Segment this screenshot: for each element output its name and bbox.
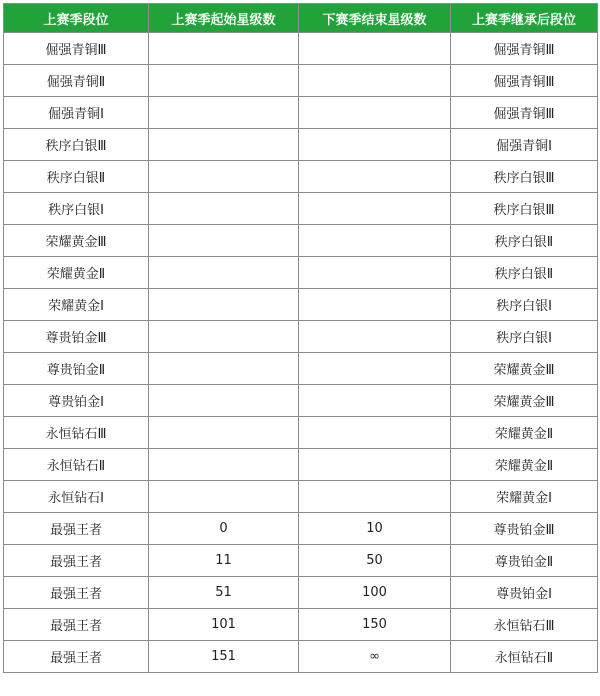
cell-inherited-rank: 秩序白银Ⅰ bbox=[451, 321, 598, 353]
cell-end-stars bbox=[299, 97, 451, 129]
table-row bbox=[4, 193, 598, 225]
cell-end-stars bbox=[299, 161, 451, 193]
cell-end-stars bbox=[299, 129, 451, 161]
cell-inherited-rank: 荣耀黄金Ⅰ bbox=[451, 481, 598, 513]
table-row bbox=[4, 225, 598, 257]
table-row bbox=[4, 385, 598, 417]
cell-last-season-rank: 荣耀黄金Ⅰ bbox=[4, 289, 149, 321]
cell-last-season-rank: 荣耀黄金Ⅱ bbox=[4, 257, 149, 289]
table-row bbox=[4, 577, 598, 609]
cell-end-stars bbox=[299, 33, 451, 65]
cell-last-season-rank: 倔强青铜Ⅲ bbox=[4, 33, 149, 65]
cell-start-stars: 11 bbox=[149, 545, 299, 577]
cell-end-stars bbox=[299, 481, 451, 513]
table-row bbox=[4, 97, 598, 129]
cell-start-stars bbox=[149, 385, 299, 417]
cell-start-stars bbox=[149, 257, 299, 289]
cell-inherited-rank: 秩序白银Ⅲ bbox=[451, 193, 598, 225]
cell-inherited-rank: 永恒钻石Ⅲ bbox=[451, 609, 598, 641]
cell-end-stars bbox=[299, 225, 451, 257]
header-row bbox=[4, 4, 598, 33]
cell-end-stars: 50 bbox=[299, 545, 451, 577]
cell-start-stars: 101 bbox=[149, 609, 299, 641]
cell-last-season-rank: 秩序白银Ⅱ bbox=[4, 161, 149, 193]
cell-last-season-rank: 最强王者 bbox=[4, 609, 149, 641]
cell-end-stars: 10 bbox=[299, 513, 451, 545]
cell-last-season-rank: 荣耀黄金Ⅲ bbox=[4, 225, 149, 257]
table-row bbox=[4, 609, 598, 641]
cell-last-season-rank: 最强王者 bbox=[4, 545, 149, 577]
cell-last-season-rank: 最强王者 bbox=[4, 513, 149, 545]
table-row bbox=[4, 65, 598, 97]
cell-last-season-rank: 最强王者 bbox=[4, 641, 149, 673]
cell-start-stars bbox=[149, 481, 299, 513]
cell-start-stars bbox=[149, 129, 299, 161]
cell-last-season-rank: 倔强青铜Ⅱ bbox=[4, 65, 149, 97]
cell-start-stars bbox=[149, 65, 299, 97]
cell-inherited-rank: 荣耀黄金Ⅱ bbox=[451, 417, 598, 449]
cell-inherited-rank: 倔强青铜Ⅲ bbox=[451, 97, 598, 129]
cell-end-stars bbox=[299, 193, 451, 225]
cell-start-stars bbox=[149, 193, 299, 225]
cell-end-stars bbox=[299, 385, 451, 417]
cell-last-season-rank: 秩序白银Ⅲ bbox=[4, 129, 149, 161]
cell-end-stars bbox=[299, 65, 451, 97]
table-row bbox=[4, 33, 598, 65]
cell-last-season-rank: 最强王者 bbox=[4, 577, 149, 609]
cell-start-stars bbox=[149, 33, 299, 65]
cell-start-stars: 0 bbox=[149, 513, 299, 545]
table-row bbox=[4, 129, 598, 161]
cell-start-stars bbox=[149, 449, 299, 481]
cell-inherited-rank: 荣耀黄金Ⅲ bbox=[451, 353, 598, 385]
cell-start-stars: 151 bbox=[149, 641, 299, 673]
header-inherited-rank: 上赛季继承后段位 bbox=[451, 4, 598, 33]
cell-last-season-rank: 尊贵铂金Ⅰ bbox=[4, 385, 149, 417]
cell-last-season-rank: 尊贵铂金Ⅲ bbox=[4, 321, 149, 353]
cell-start-stars bbox=[149, 321, 299, 353]
cell-inherited-rank: 秩序白银Ⅱ bbox=[451, 257, 598, 289]
cell-start-stars bbox=[149, 353, 299, 385]
cell-end-stars: 100 bbox=[299, 577, 451, 609]
cell-end-stars bbox=[299, 353, 451, 385]
cell-start-stars bbox=[149, 161, 299, 193]
table-row bbox=[4, 321, 598, 353]
table-row bbox=[4, 449, 598, 481]
cell-inherited-rank: 荣耀黄金Ⅲ bbox=[451, 385, 598, 417]
cell-last-season-rank: 秩序白银Ⅰ bbox=[4, 193, 149, 225]
cell-inherited-rank: 秩序白银Ⅱ bbox=[451, 225, 598, 257]
table-row bbox=[4, 161, 598, 193]
table-header bbox=[4, 4, 598, 33]
cell-last-season-rank: 尊贵铂金Ⅱ bbox=[4, 353, 149, 385]
cell-inherited-rank: 永恒钻石Ⅱ bbox=[451, 641, 598, 673]
cell-end-stars: 150 bbox=[299, 609, 451, 641]
cell-inherited-rank: 尊贵铂金Ⅰ bbox=[451, 577, 598, 609]
cell-inherited-rank: 倔强青铜Ⅰ bbox=[451, 129, 598, 161]
cell-inherited-rank: 秩序白银Ⅰ bbox=[451, 289, 598, 321]
cell-start-stars bbox=[149, 225, 299, 257]
table-row bbox=[4, 545, 598, 577]
table-row bbox=[4, 353, 598, 385]
table-row bbox=[4, 417, 598, 449]
cell-start-stars: 51 bbox=[149, 577, 299, 609]
table-row bbox=[4, 257, 598, 289]
header-end-stars: 下赛季结束星级数 bbox=[299, 4, 451, 33]
cell-last-season-rank: 永恒钻石Ⅰ bbox=[4, 481, 149, 513]
cell-inherited-rank: 尊贵铂金Ⅲ bbox=[451, 513, 598, 545]
table-body bbox=[4, 33, 598, 673]
cell-end-stars bbox=[299, 321, 451, 353]
cell-inherited-rank: 尊贵铂金Ⅱ bbox=[451, 545, 598, 577]
header-last-season-rank: 上赛季段位 bbox=[4, 4, 149, 33]
rank-inheritance-table bbox=[3, 3, 598, 673]
table-row bbox=[4, 641, 598, 673]
cell-inherited-rank: 倔强青铜Ⅲ bbox=[451, 33, 598, 65]
cell-start-stars bbox=[149, 97, 299, 129]
cell-inherited-rank: 倔强青铜Ⅲ bbox=[451, 65, 598, 97]
cell-end-stars bbox=[299, 417, 451, 449]
cell-last-season-rank: 永恒钻石Ⅲ bbox=[4, 417, 149, 449]
cell-last-season-rank: 倔强青铜Ⅰ bbox=[4, 97, 149, 129]
cell-end-stars bbox=[299, 257, 451, 289]
cell-inherited-rank: 秩序白银Ⅲ bbox=[451, 161, 598, 193]
cell-end-stars: ∞ bbox=[299, 641, 451, 673]
header-start-stars: 上赛季起始星级数 bbox=[149, 4, 299, 33]
table-row bbox=[4, 289, 598, 321]
cell-inherited-rank: 荣耀黄金Ⅱ bbox=[451, 449, 598, 481]
cell-end-stars bbox=[299, 449, 451, 481]
table-row bbox=[4, 481, 598, 513]
cell-last-season-rank: 永恒钻石Ⅱ bbox=[4, 449, 149, 481]
cell-start-stars bbox=[149, 417, 299, 449]
table-row bbox=[4, 513, 598, 545]
cell-start-stars bbox=[149, 289, 299, 321]
cell-end-stars bbox=[299, 289, 451, 321]
